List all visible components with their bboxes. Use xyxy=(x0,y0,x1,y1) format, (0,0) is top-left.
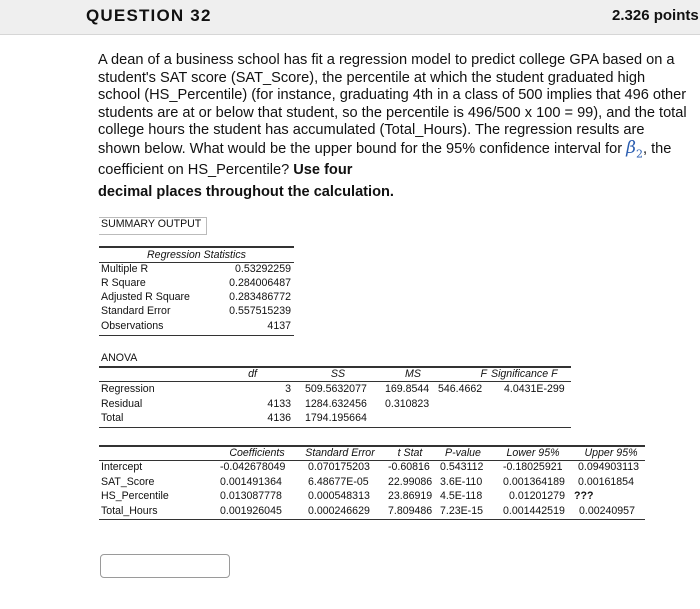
coef-value: 0.013087778 xyxy=(220,490,282,502)
coef-se: 0.000548313 xyxy=(308,490,370,502)
anova-df: 4136 xyxy=(267,412,291,424)
question-title: QUESTION 32 xyxy=(86,6,212,25)
regstat-value: 0.557515239 xyxy=(229,305,291,317)
question-text-part1: A dean of a business school has fit a regression model to predict college GPA based on a student's SAT score (SAT_Score), the percentile at which the student graduated high school (HS_Percentile) (for instance, graduating 4th in a class of 500 implies that 496 other students are at or below that student, so the percentile is 496/500 x 100 = 99), and the total college hours the student has accumulated (Total_Hours). The regression results are shown below. What would be the upper bound for the 95% confidence interval for xyxy=(98,52,687,157)
coef-header: Standard Error xyxy=(305,447,375,459)
regstat-label: R Square xyxy=(101,277,146,289)
regstat-value: 0.283486772 xyxy=(229,291,291,303)
answer-input[interactable] xyxy=(100,554,230,578)
anova-title: ANOVA xyxy=(101,352,138,364)
coef-upper95: 0.00161854 xyxy=(578,476,634,488)
anova-ss: 1794.195664 xyxy=(305,412,367,424)
question-text xyxy=(98,52,688,180)
coef-header: Upper 95% xyxy=(584,447,638,459)
anova-ss: 1284.632456 xyxy=(305,398,367,410)
coef-upper95: 0.00240957 xyxy=(579,505,635,517)
coef-tstat: 22.99086 xyxy=(388,476,433,488)
coef-pvalue: 0.543112 xyxy=(440,461,484,473)
regression-output-image xyxy=(99,217,645,521)
anova-header-border xyxy=(99,381,571,382)
regstats-top-border xyxy=(99,246,294,248)
coef-header: Coefficients xyxy=(229,447,285,459)
anova-ms: 0.310823 xyxy=(385,398,430,410)
anova-row-label: Residual xyxy=(101,398,143,410)
coef-value: 0.001926045 xyxy=(220,505,282,517)
coef-bottom-border xyxy=(99,519,645,520)
anova-row-label: Total xyxy=(101,412,124,424)
coef-upper95-unknown: ??? xyxy=(574,490,594,502)
anova-df: 3 xyxy=(285,383,291,395)
question-text-part2: , the coefficient on HS_Percentile? xyxy=(98,140,672,179)
coef-se: 0.000246629 xyxy=(308,505,370,517)
coef-pvalue: 3.6E-110 xyxy=(440,476,483,488)
coef-header: P-value xyxy=(445,447,481,459)
coef-header-border xyxy=(99,460,645,461)
anova-row-label: Regression xyxy=(101,383,155,395)
coef-lower95: 0.001442519 xyxy=(503,505,565,517)
coef-se: 0.070175203 xyxy=(308,461,370,473)
coef-row-label: Intercept xyxy=(101,461,143,473)
coef-lower95: 0.01201279 xyxy=(509,490,565,502)
regstat-label: Adjusted R Square xyxy=(101,291,190,303)
coef-header: t Stat xyxy=(397,447,423,459)
coef-value: -0.042678049 xyxy=(220,461,286,473)
regstat-value: 0.53292259 xyxy=(235,263,291,275)
coef-pvalue: 4.5E-118 xyxy=(440,490,483,502)
anova-header-ss: SS xyxy=(330,368,346,380)
anova-header-df: df xyxy=(248,368,257,380)
coef-row-label: SAT_Score xyxy=(101,476,155,488)
anova-f: 546.4662 xyxy=(438,383,483,395)
coef-lower95: -0.18025921 xyxy=(503,461,563,473)
coef-upper95: 0.094903113 xyxy=(578,461,640,473)
question-bold-instruction: Use four xyxy=(293,162,353,179)
anova-df: 4133 xyxy=(267,398,291,410)
anova-bottom-border xyxy=(99,427,571,428)
anova-sigf: 4.0431E-299 xyxy=(504,383,565,395)
anova-header-ms: MS xyxy=(405,368,421,380)
regstat-value: 4137 xyxy=(267,320,291,332)
coef-tstat: -0.60816 xyxy=(388,461,430,473)
decimal-instruction: decimal places throughout the calculation. xyxy=(98,184,394,200)
regression-statistics-title: Regression Statistics xyxy=(147,249,246,261)
summary-output-title: SUMMARY OUTPUT xyxy=(101,218,202,230)
anova-ms: 169.8544 xyxy=(385,383,430,395)
coef-se: 6.48677E-05 xyxy=(308,476,369,488)
coef-value: 0.001491364 xyxy=(220,476,282,488)
regstat-label: Multiple R xyxy=(101,263,149,275)
regstat-label: Observations xyxy=(101,320,164,332)
question-header xyxy=(0,0,700,35)
regstat-label: Standard Error xyxy=(101,305,171,317)
anova-header-sigf: Significance F xyxy=(491,368,558,380)
regstats-bottom-border xyxy=(99,335,294,336)
coef-pvalue: 7.23E-15 xyxy=(440,505,483,517)
points-label: 2.326 points xyxy=(612,7,699,24)
coef-row-label: HS_Percentile xyxy=(101,490,169,502)
coef-lower95: 0.001364189 xyxy=(503,476,565,488)
beta-symbol: $\beta_2$ xyxy=(626,137,643,160)
coef-tstat: 23.86919 xyxy=(388,490,433,502)
coef-header: Lower 95% xyxy=(506,447,560,459)
anova-ss: 509.5632077 xyxy=(305,383,367,395)
anova-header-f: F xyxy=(480,368,487,380)
regstat-value: 0.284006487 xyxy=(229,277,291,289)
coef-row-label: Total_Hours xyxy=(101,505,158,517)
coef-tstat: 7.809486 xyxy=(388,505,433,517)
